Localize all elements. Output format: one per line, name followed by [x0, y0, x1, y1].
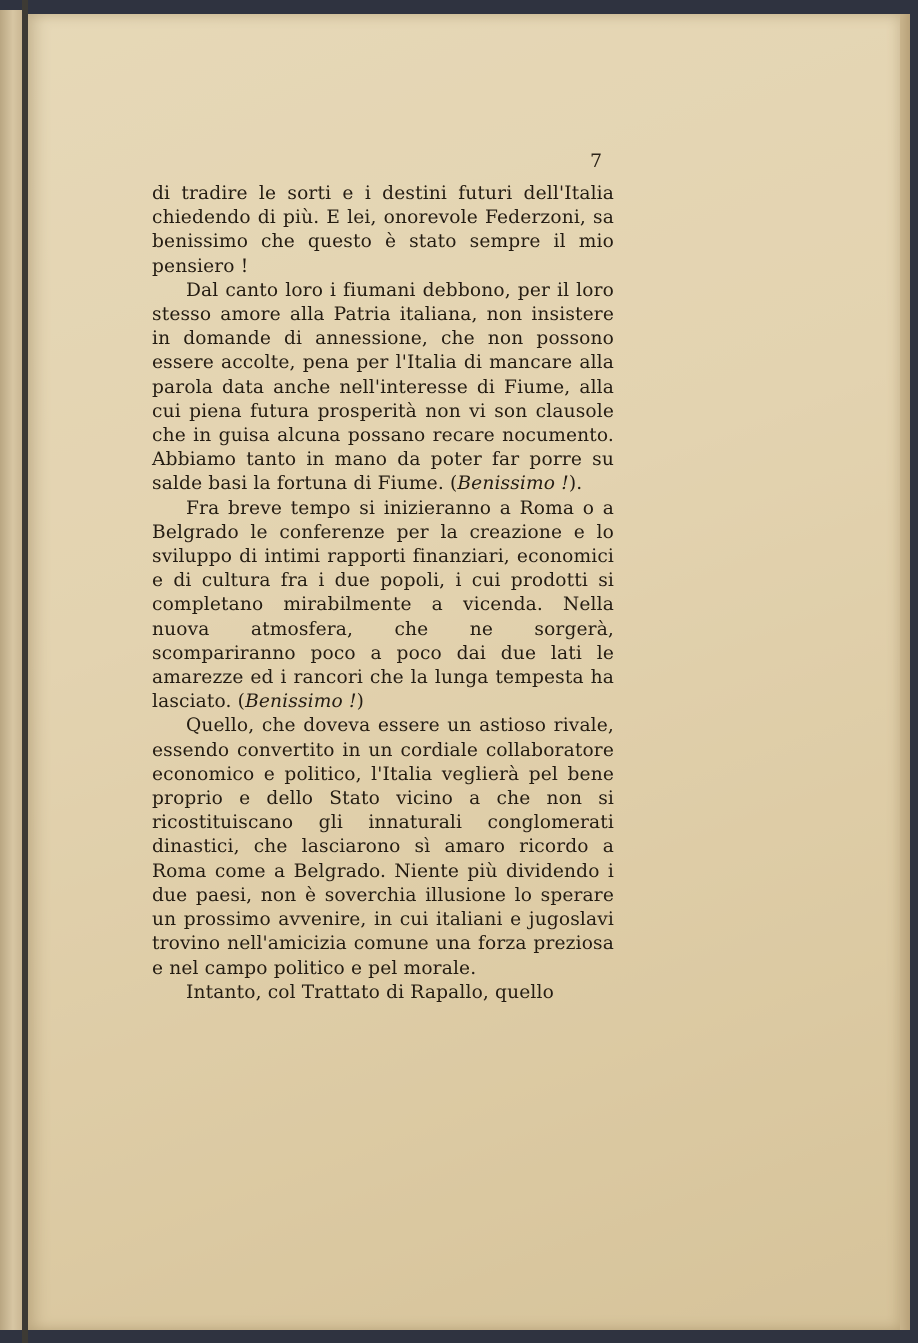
page-number: 7	[590, 150, 603, 172]
page-right-edge	[900, 14, 910, 1330]
paragraph-1	[152, 182, 614, 279]
paragraph-2	[152, 279, 614, 497]
paragraph-text: di tradire le sorti e i destini futuri dell'Italia chiedendo di più. E lei, onorevole Federzoni, sa benissimo che questo è stato sempre il mio pensiero !	[152, 183, 614, 277]
paragraph-5	[152, 981, 614, 1005]
paragraph-text: Dal canto loro i fiumani debbono, per il loro stesso amore alla Patria italiana, non insistere in domande di annessione, che non possono essere accolte, pena per l'Italia di mancare alla parola data anche nell'interesse di Fiume, alla cui piena futura prosperità non vi son clausole che in guisa alcuna possano recare nocumento. Abbiamo tanto in mano da poter far porre su salde basi la fortuna di Fiume.	[152, 279, 614, 495]
applause-open: (	[443, 473, 458, 495]
applause-note: Benissimo !	[245, 691, 357, 713]
body-text	[152, 182, 614, 1005]
paragraph-4	[152, 714, 614, 980]
applause-close: ).	[568, 473, 583, 495]
paragraph-text: Fra breve tempo si inizieranno a Roma o a Belgrado le conferenze per la creazione e lo sviluppo di intimi rapporti finanziari, economici e di cultura fra i due popoli, i cui prodotti si completano mirabilmente a vicenda. Nella nuova atmosfera, che ne sorgerà, scompariranno poco a poco dai due lati le amarezze ed i rancori che la lunga tempesta ha lasciato.	[152, 497, 614, 713]
paragraph-text: Intanto, col Trattato di Rapallo, quello	[186, 981, 554, 1003]
applause-close: )	[356, 691, 364, 713]
paragraph-text: Quello, che doveva essere un astioso rivale, essendo convertito in un cordiale collaboratore economico e politico, l'Italia veglierà pel bene proprio e dello Stato vicino a che non si ricostituiscano gli innaturali conglomerati dinastici, che lasciarono sì amaro ricordo a Roma come a Belgrado. Niente più dividendo i due paesi, non è soverchia illusione lo sperare un prossimo avvenire, in cui italiani e jugoslavi trovino nell'amicizia comune una forza preziosa e nel campo politico e pel morale.	[152, 715, 614, 979]
applause-note: Benissimo !	[457, 473, 569, 495]
applause-open: (	[231, 691, 246, 713]
paragraph-3	[152, 497, 614, 715]
